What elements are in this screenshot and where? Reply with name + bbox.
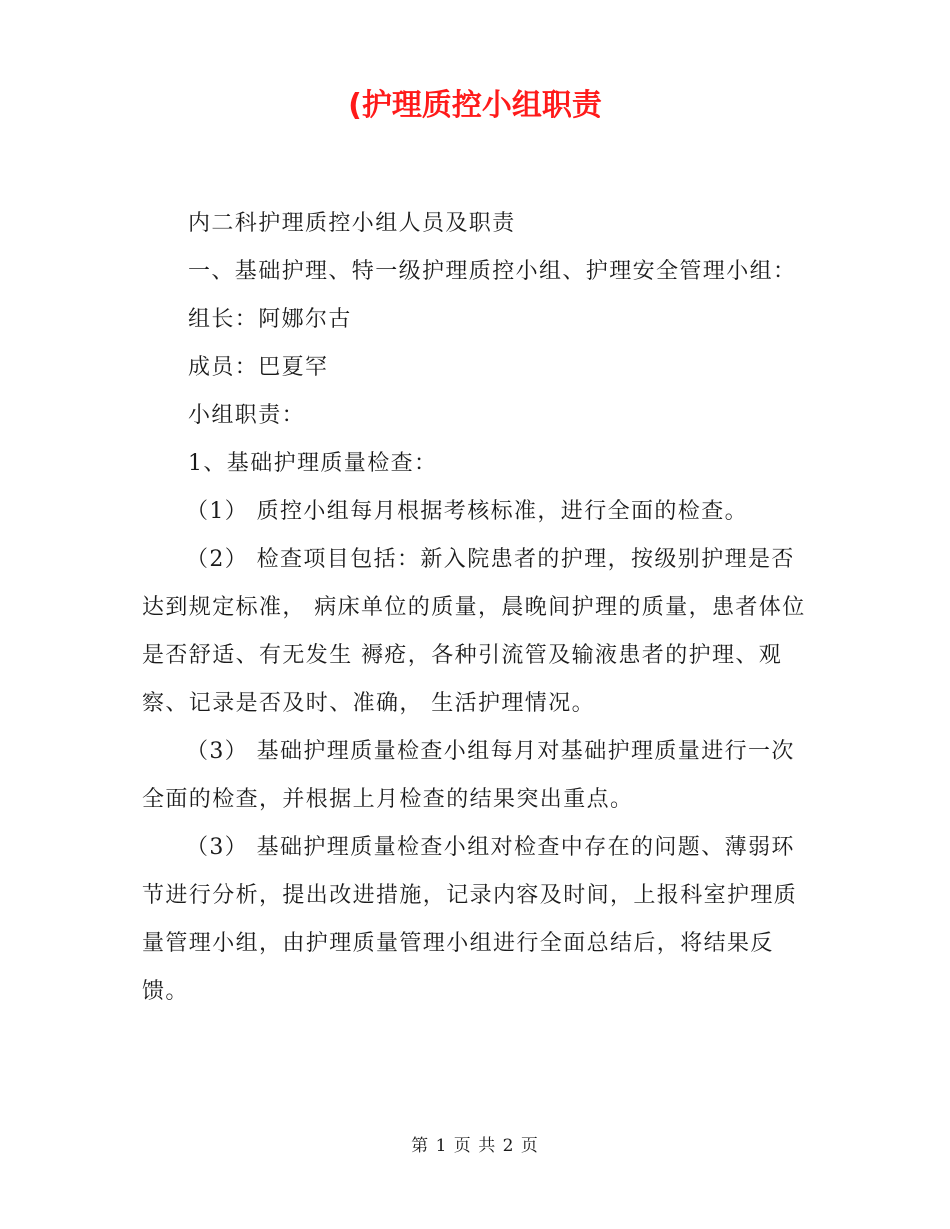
page-number-footer: 第 1 页 共 2 页 — [411, 1136, 539, 1156]
paragraph-item-2: （2） 检查项目包括：新入院患者的护理，按级别护理是否达到规定标准， 病床单位的质量，晨晚间护理的质量，患者体位是否舒适、有无发生 褥疮，各种引流管及输液患者的护理、观察、记录是否及时、准确， 生活护理情况。 — [142, 547, 806, 716]
paragraph-item-1: （1） 质控小组每月根据考核标准，进行全面的检查。 — [186, 499, 748, 524]
paragraph-basic-care-check: 1、基础护理质量检查： — [188, 451, 438, 476]
document-body — [142, 200, 810, 1016]
paragraph-duties-label: 小组职责： — [188, 403, 306, 428]
paragraph-leader: 组长：阿娜尔古 — [188, 307, 352, 332]
document-title: (护理质控小组职责 — [348, 88, 602, 123]
paragraph-members: 成员：巴夏罕 — [188, 355, 329, 380]
paragraph-heading: 内二科护理质控小组人员及职责 — [188, 211, 516, 236]
paragraph-item-3a: （3） 基础护理质量检查小组每月对基础护理质量进行一次全面的检查，并根据上月检查的结果突出重点。 — [142, 739, 795, 812]
paragraph-item-3b: （3） 基础护理质量检查小组对检查中存在的问题、薄弱环节进行分析，提出改进措施，记录内容及时间，上报科室护理质量管理小组，由护理质量管理小组进行全面总结后，将结果反馈。 — [142, 835, 798, 1004]
paragraph-section-one: 一、基础护理、特一级护理质控小组、护理安全管理小组： — [188, 259, 797, 284]
